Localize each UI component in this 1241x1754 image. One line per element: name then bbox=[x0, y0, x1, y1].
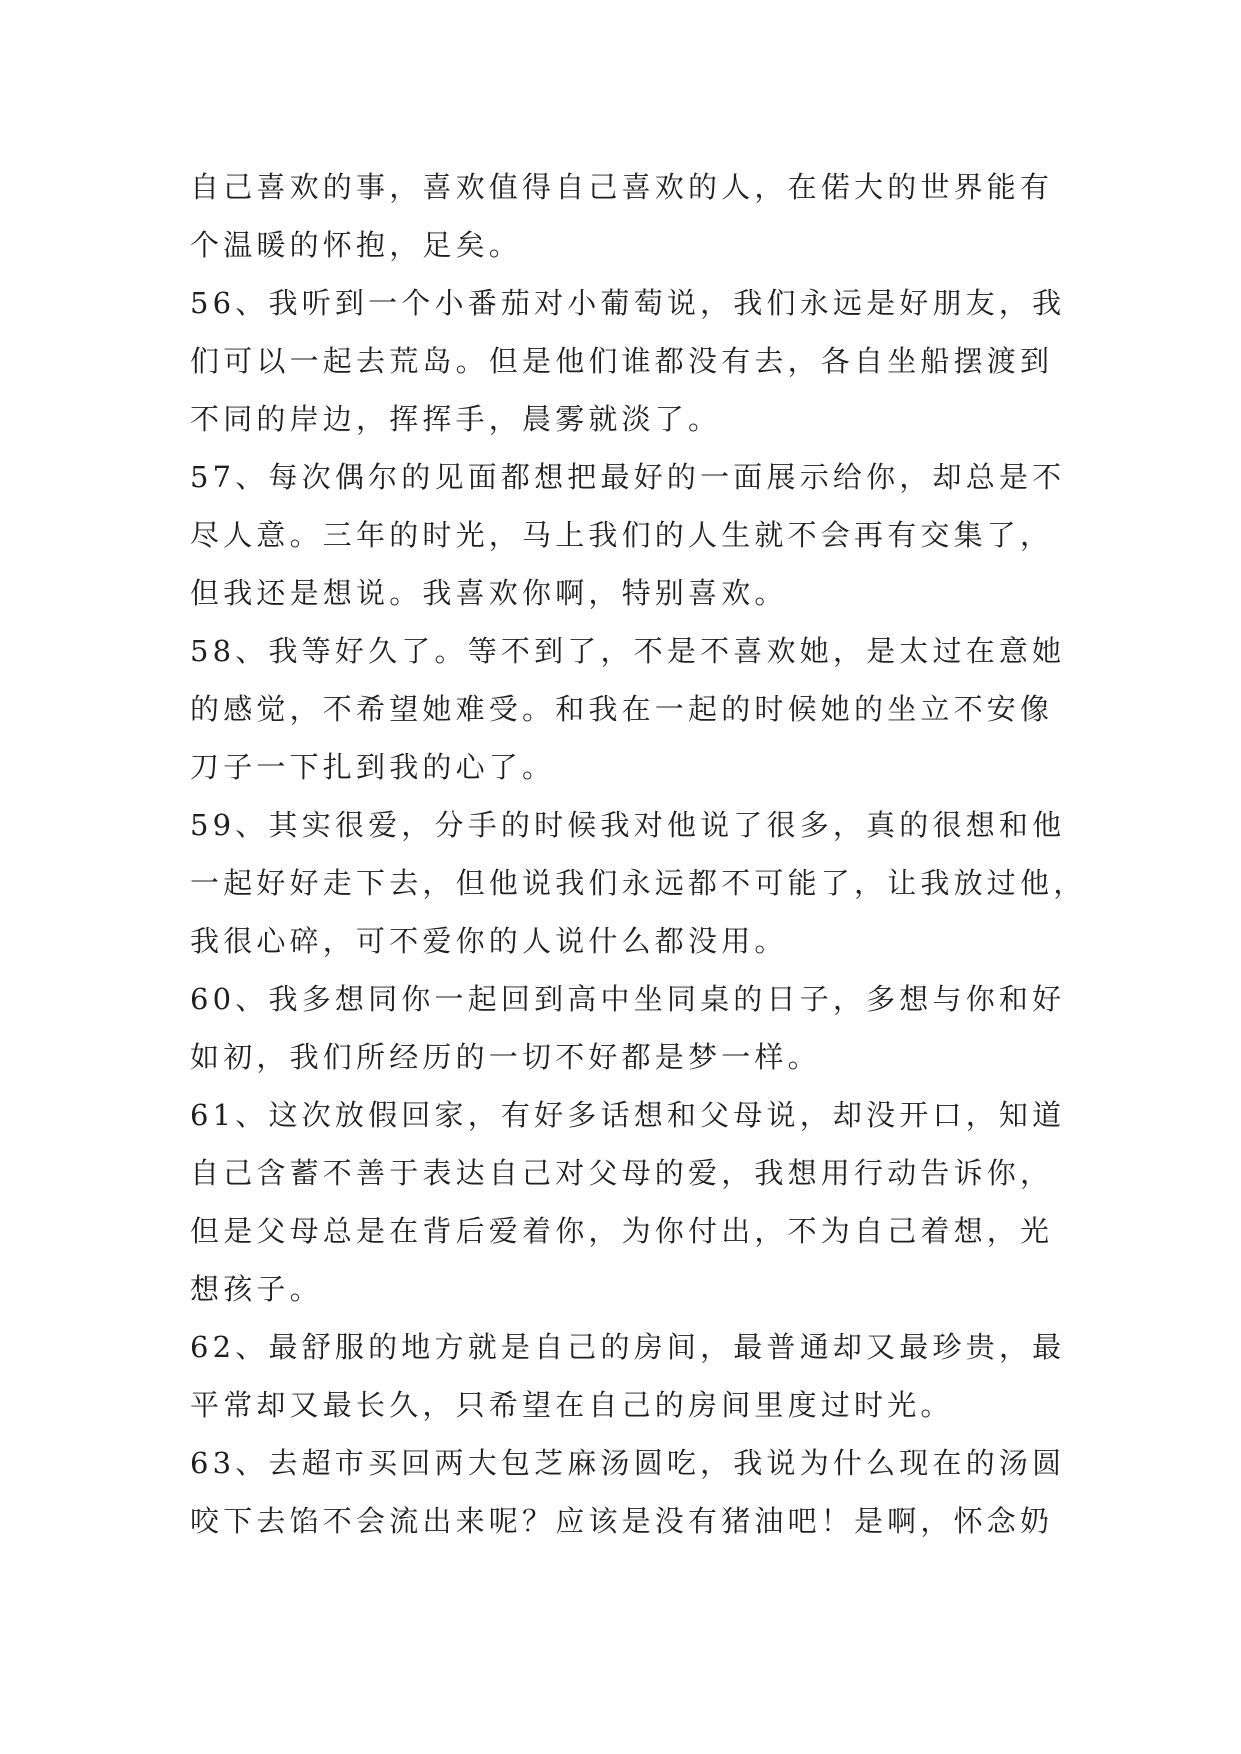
text-line: 自己喜欢的事，喜欢值得自己喜欢的人，在偌大的世界能有 bbox=[190, 170, 1054, 204]
text-line: 我很心碎，可不爱你的人说什么都没用。 bbox=[190, 924, 788, 958]
text-line: 59、其实很爱，分手的时候我对他说了很多，真的很想和他 bbox=[190, 808, 1066, 842]
text-line: 57、每次偶尔的见面都想把最好的一面展示给你，却总是不 bbox=[190, 460, 1066, 494]
text-line: 但我还是想说。我喜欢你啊，特别喜欢。 bbox=[190, 576, 788, 610]
text-line: 的感觉，不希望她难受。和我在一起的时候她的坐立不安像 bbox=[190, 692, 1054, 726]
text-line: 但是父母总是在背后爱着你，为你付出，不为自己着想，光 bbox=[190, 1214, 1054, 1248]
text-line: 不同的岸边，挥挥手，晨雾就淡了。 bbox=[190, 402, 722, 436]
text-line: 63、去超市买回两大包芝麻汤圆吃，我说为什么现在的汤圆 bbox=[190, 1446, 1066, 1480]
text-line: 一起好好走下去，但他说我们永远都不可能了，让我放过他， bbox=[190, 866, 1087, 900]
text-line: 尽人意。三年的时光，马上我们的人生就不会再有交集了， bbox=[190, 518, 1054, 552]
text-line: 自己含蓄不善于表达自己对父母的爱，我想用行动告诉你， bbox=[190, 1156, 1054, 1190]
text-line: 平常却又最长久，只希望在自己的房间里度过时光。 bbox=[190, 1388, 954, 1422]
text-line: 56、我听到一个小番茄对小葡萄说，我们永远是好朋友，我 bbox=[190, 286, 1066, 320]
text-line: 想孩子。 bbox=[190, 1272, 323, 1306]
document-body bbox=[190, 158, 1087, 1550]
text-line: 们可以一起去荒岛。但是他们谁都没有去，各自坐船摆渡到 bbox=[190, 344, 1054, 378]
text-line: 58、我等好久了。等不到了，不是不喜欢她，是太过在意她 bbox=[190, 634, 1066, 668]
text-line: 60、我多想同你一起回到高中坐同桌的日子，多想与你和好 bbox=[190, 982, 1066, 1016]
text-line: 个温暖的怀抱，足矣。 bbox=[190, 228, 523, 262]
text-line: 62、最舒服的地方就是自己的房间，最普通却又最珍贵，最 bbox=[190, 1330, 1066, 1364]
text-line: 刀子一下扎到我的心了。 bbox=[190, 750, 556, 784]
text-line: 如初，我们所经历的一切不好都是梦一样。 bbox=[190, 1040, 821, 1074]
text-line: 咬下去馅不会流出来呢？应该是没有猪油吧！是啊，怀念奶 bbox=[190, 1504, 1054, 1538]
text-line: 61、这次放假回家，有好多话想和父母说，却没开口，知道 bbox=[190, 1098, 1066, 1132]
